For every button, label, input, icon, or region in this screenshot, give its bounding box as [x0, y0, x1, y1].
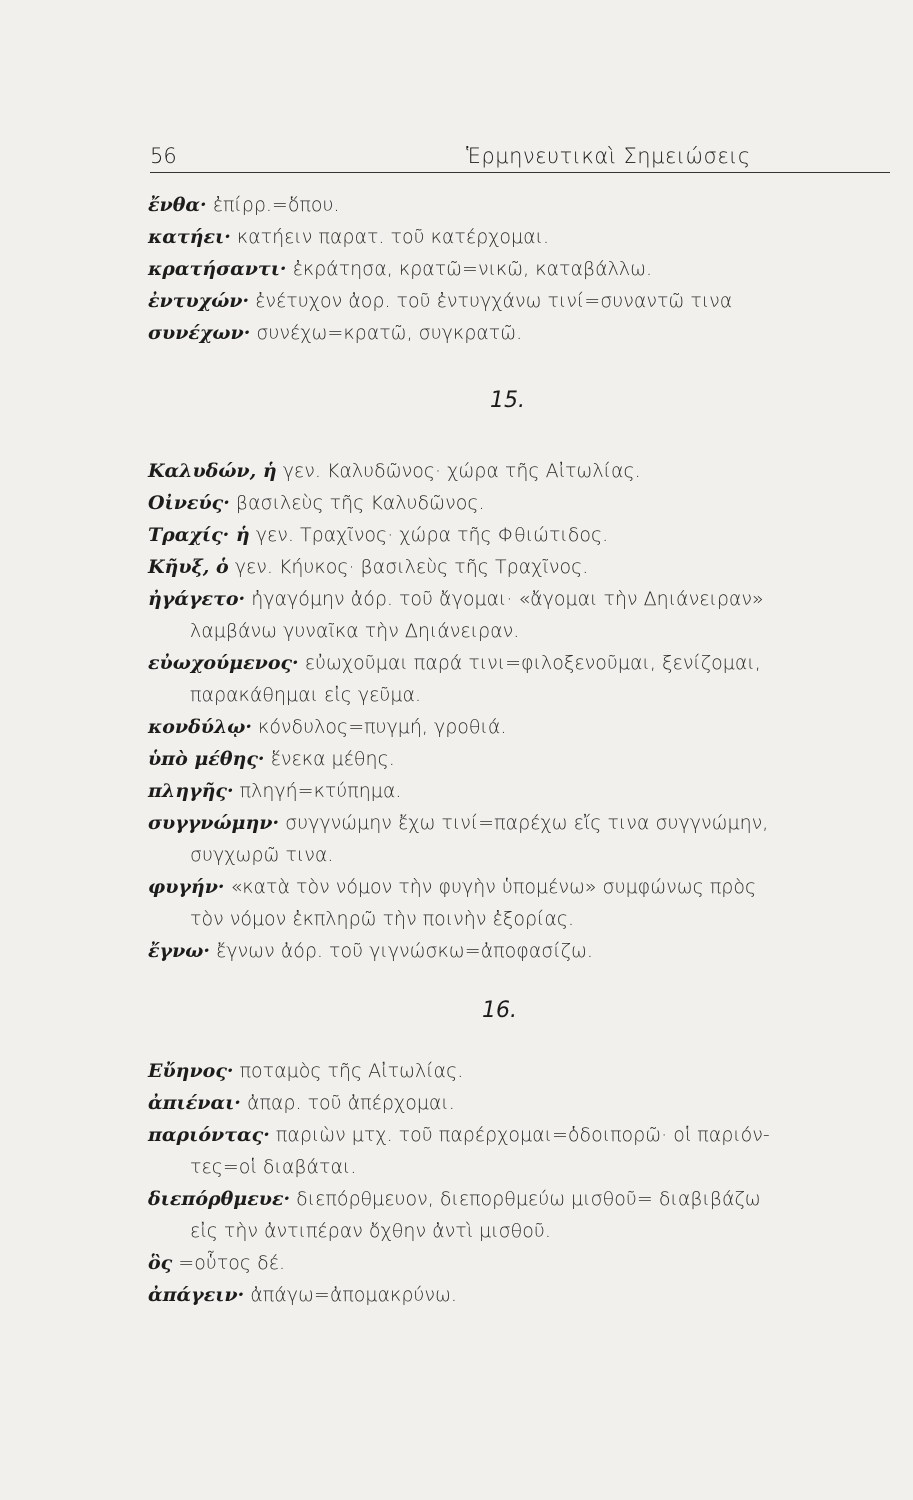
entry-gloss: γεν. Κήυκος· βασιλεὺς τῆς Τραχῖνος. [234, 556, 589, 578]
glossary-entry [148, 487, 878, 519]
entry-lemma: κατήει· [148, 226, 231, 248]
entry-lemma: ὃς [148, 1252, 173, 1274]
glossary-entry [148, 551, 878, 583]
glossary-entry [148, 775, 878, 807]
entry-gloss: συνέχω=κρατῶ, συγκρατῶ. [256, 322, 523, 344]
entry-lemma: συγγνώμην· [148, 812, 280, 834]
glossary-entry [148, 1247, 878, 1279]
glossary-entry [148, 519, 878, 551]
glossary-entry [148, 189, 878, 221]
glossary-entry [148, 221, 878, 253]
glossary-entry [148, 1119, 878, 1183]
entry-gloss: βασιλεὺς τῆς Καλυδῶνος. [235, 492, 485, 514]
entry-gloss-continuation: τες=οἱ διαβάται. [190, 1156, 357, 1178]
page-header [150, 128, 890, 173]
entry-gloss: ποταμὸς τῆς Αἰτωλίας. [239, 1060, 464, 1082]
glossary-entry [148, 711, 878, 743]
glossary-entry [148, 455, 878, 487]
entry-gloss: ἔγνων ἀόρ. τοῦ γιγνώσκω=ἀποφασίζω. [216, 940, 593, 962]
entry-gloss: συγγνώμην ἔχω τινί=παρέχω εἴς τινα συγγνώμην, [285, 812, 769, 834]
entry-gloss: ἀπάγω=ἀπομακρύνω. [250, 1284, 457, 1306]
section-number-16: 16. [482, 998, 517, 1023]
entry-gloss: ἀπαρ. τοῦ ἀπέρχομαι. [246, 1092, 455, 1114]
entry-lemma: παριόντας· [148, 1124, 270, 1146]
glossary-entry [148, 743, 878, 775]
entry-gloss: γεν. Καλυδῶνος· χώρα τῆς Αἰτωλίας. [282, 460, 641, 482]
entry-lemma: συνέχων· [148, 322, 251, 344]
entry-lemma: φυγήν· [148, 876, 225, 898]
glossary-entry [148, 285, 878, 317]
entry-lemma: κρατήσαντι· [148, 258, 287, 280]
entry-lemma: Οἰνεύς· [148, 492, 230, 514]
glossary-entry [148, 935, 878, 967]
entry-gloss: ἠγαγόμην ἀόρ. τοῦ ἄγομαι· «ἄγομαι τὴν Δηιάνειραν» [251, 588, 764, 610]
page-number: 56 [150, 144, 177, 168]
entry-gloss: ἐκράτησα, κρατῶ=νικῶ, καταβάλλω. [292, 258, 653, 280]
entry-gloss: παριὼν μτχ. τοῦ παρέρχομαι=ὁδοιπορῶ· οἱ παριόν- [275, 1124, 770, 1146]
entry-lemma: Κῆυξ, ὁ [148, 556, 229, 578]
entry-lemma: κονδύλῳ· [148, 716, 252, 738]
glossary-entry [148, 583, 878, 647]
entry-lemma: διεπόρθμευε· [148, 1188, 291, 1210]
entry-gloss-continuation: εἰς τὴν ἀντιπέραν ὄχθην ἀντὶ μισθοῦ. [190, 1220, 551, 1242]
entry-gloss: γεν. Τραχῖνος· χώρα τῆς Φθιώτιδος. [255, 524, 609, 546]
entry-gloss: =οὗτος δέ. [178, 1252, 286, 1274]
entry-gloss: ἐνέτυχον ἀορ. τοῦ ἐντυγχάνω τινί=συναντῶ τινα [255, 290, 733, 312]
running-title: Ἑρμηνευτικαὶ Σημειώσεις [466, 144, 751, 168]
entry-gloss: κόνδυλος=πυγμή, γροθιά. [258, 716, 507, 738]
entry-gloss: εὐωχοῦμαι παρά τινι=φιλοξενοῦμαι, ξενίζομαι, [304, 652, 761, 674]
entry-gloss-continuation: λαμβάνω γυναῖκα τὴν Δηιάνειραν. [190, 620, 520, 642]
glossary-entry [148, 1183, 878, 1247]
glossary-entry [148, 1055, 878, 1087]
entry-lemma: ἠγάγετο· [148, 588, 246, 610]
section-number-15: 15. [490, 388, 525, 413]
entry-gloss-continuation: παρακάθημαι εἰς γεῦμα. [190, 684, 422, 706]
entry-lemma: ἔνθα· [148, 194, 207, 216]
glossary-entry [148, 807, 878, 871]
entry-lemma: Εὔηνος· [148, 1060, 234, 1082]
entry-lemma: ἀπιέναι· [148, 1092, 241, 1114]
glossary-entry [148, 647, 878, 711]
entry-lemma: εὐωχούμενος· [148, 652, 299, 674]
entry-lemma: ἐντυχών· [148, 290, 250, 312]
entry-gloss: διεπόρθμευον, διεπορθμεύω μισθοῦ= διαβιβάζω [296, 1188, 761, 1210]
entry-lemma: ὑπὸ μέθης· [148, 748, 265, 770]
glossary-entry [148, 253, 878, 285]
entry-gloss: ἕνεκα μέθης. [270, 748, 395, 770]
entry-gloss: πληγή=κτύπημα. [239, 780, 402, 802]
entry-gloss: «κατὰ τὸν νόμον τὴν φυγὴν ὑπομένω» συμφώνως πρὸς [230, 876, 757, 898]
glossary-entry [148, 871, 878, 935]
entry-gloss: κατήειν παρατ. τοῦ κατέρχομαι. [236, 226, 550, 248]
glossary-entry [148, 1087, 878, 1119]
entry-lemma: πληγῆς· [148, 780, 234, 802]
entry-lemma: Τραχίς· ἡ [148, 524, 250, 546]
glossary-block-1 [148, 189, 878, 349]
glossary-block-2 [148, 455, 878, 967]
glossary-entry [148, 317, 878, 349]
entry-lemma: ἀπάγειν· [148, 1284, 245, 1306]
glossary-block-3 [148, 1055, 878, 1311]
entry-gloss: ἐπίρρ.=ὅπου. [212, 194, 340, 216]
glossary-entry [148, 1279, 878, 1311]
entry-gloss-continuation: συγχωρῶ τινα. [190, 844, 334, 866]
entry-lemma: ἔγνω· [148, 940, 210, 962]
entry-lemma: Καλυδών, ἡ [148, 460, 277, 482]
entry-gloss-continuation: τὸν νόμον ἐκπληρῶ τὴν ποινὴν ἐξορίας. [190, 908, 575, 930]
